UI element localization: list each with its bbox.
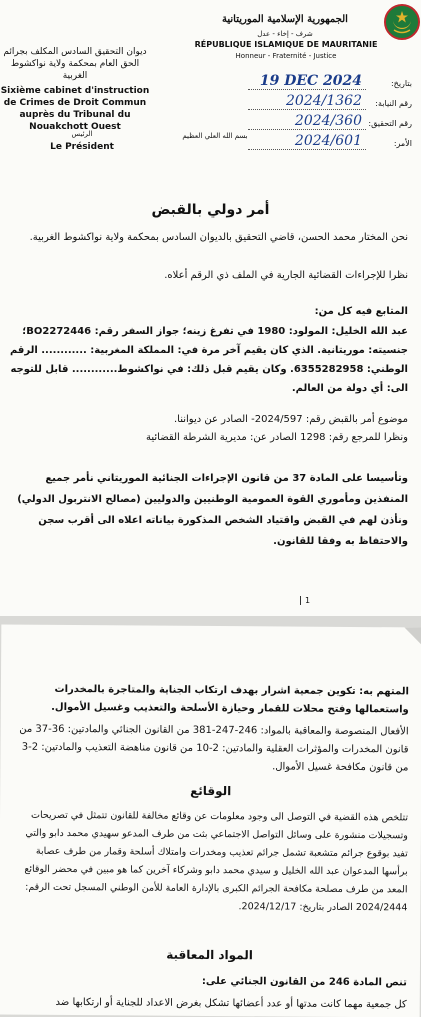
- ref-order-label: الأمر:: [393, 139, 412, 148]
- republic-name-french: RÉPUBLIQUE ISLAMIQUE DE MAURITANIE: [194, 40, 378, 49]
- ref-investigation-label: رقم التحقيق:: [368, 119, 412, 128]
- document-title: أمر دولي بالقبض: [151, 202, 270, 218]
- republic-name-arabic: الجمهورية الإسلامية الموريتانية: [222, 14, 348, 25]
- document-page-2: [0, 625, 421, 1017]
- article-246-intro: تنص المادة 246 من القانون الجنائي على:: [201, 975, 407, 989]
- court-name-french: Sixième cabinet d'instruction de Crimes de Droit Commun auprès du Tribunal du Nouakchott Ouest: [0, 86, 150, 132]
- warrant-order: وتأسيسا على المادة 37 من قانون الإجراءات الجنائية الموريتاني نأمر جميع المنفذين ومأموري القوة العمومية الوطنيين والدوليين (مصالح الانتربول الدولي) ونأذن لهم في القبض واقتياد الشخص المذكورة بياناته اعلاه الى أقرب سجن والاحتفاظ به وفقا للقانون.: [17, 473, 408, 547]
- page-number: 1: [300, 596, 310, 605]
- legal-articles-text: الأفعال المنصوصة والمعاقبة بالمواد: 246-247-381 من القانون الجنائي والمادتين: 36-37 من قانون المخدرات والمؤثرات العقلية والمادتين: 2-10 من قانون مناهضة التعذيب والمادتين: 2-3 من قانون مكافحة غسيل الأموال.: [19, 723, 409, 774]
- ref-date-row: [230, 73, 420, 92]
- accused-heading: المتابع فيه كل من:: [314, 306, 408, 317]
- warrant-reference: ونظرا للمرجع رقم: 1298 الصادر عن: مديرية الشرطة القضائية: [146, 432, 408, 443]
- accused-details: عبد الله الخليل: المولود: 1980 في تفرغ زينه؛ جواز السفر رقم: BO2272446؛ جنسيته: موريتانية. الذي كان يقيم آخر مرة في: المملكة المغربية: ............ الرقم الوطني: 6355282958. وكان يقيم قبل ذلك: في نواكشوط............ قابل للتوجه الى: أي دولة من العالم.: [9, 326, 408, 394]
- warrant-subject: موضوع أمر بالقبض رقم: 2024/597- الصادر عن ديواننا.: [173, 414, 408, 425]
- court-name-arabic: ديوان التحقيق السادس المكلف بجرائم الحق العام بمحكمة ولاية نواكشوط الغربية: [3, 47, 147, 81]
- ref-prosecution-value: 2024/1362: [286, 93, 362, 109]
- court-header: [0, 46, 150, 133]
- penal-articles-heading: المواد المعاقبة: [166, 947, 253, 963]
- basmala: بسم الله العلي العظيم: [182, 132, 248, 140]
- article-246-text: كل جمعية مهما كانت مدتها أو عدد أعضائها تشكل بغرض الاعداد للجناية أو ارتكابها ضد: [55, 996, 407, 1011]
- dotted-line: [248, 129, 366, 130]
- dotted-line: [248, 109, 366, 110]
- accusation-text: المتهم به: تكوين جمعية اشرار بهدف ارتكاب الجناية والمتاجرة بالمخدرات واستعمالها وفتح محلات للقمار وحيازة الأسلحة والتعذيب وغسيل الأموال.: [51, 683, 409, 716]
- facts-heading: الوقائع: [190, 783, 232, 799]
- ref-investigation-value: 2024/360: [294, 113, 362, 129]
- ref-date-value: 19 DEC 2024: [259, 73, 362, 89]
- president-french: Le Président: [50, 142, 114, 152]
- ref-prosecution-row: [230, 93, 420, 112]
- motto-arabic: شرف - إخاء - عدل: [257, 30, 313, 38]
- ref-prosecution-label: رقم النيابة:: [375, 99, 412, 108]
- president-arabic: الرئيس: [71, 130, 93, 138]
- dotted-line: [248, 149, 366, 150]
- folded-corner: [404, 627, 421, 645]
- dotted-line: [248, 89, 366, 90]
- motto-french: Honneur - Fraternité - Justice: [235, 52, 337, 60]
- ref-investigation-row: [230, 113, 420, 132]
- ref-order-row: [230, 133, 420, 152]
- mauritania-emblem-icon: [384, 4, 420, 40]
- ref-date-label: بتاريخ:: [390, 79, 412, 88]
- judge-statement: نحن المختار محمد الحسن، قاضي التحقيق بالديوان السادس بمحكمة ولاية نواكشوط الغربية.: [29, 232, 408, 243]
- ref-order-value: 2024/601: [294, 133, 362, 149]
- president-block: [12, 128, 152, 154]
- facts-text: تتلخص هذه القضية في التوصل الى وجود معلومات عن وقائع مخالفة للقانون تتمثل في تصريحات وتسجيلات منشورة على وسائل التواصل الاجتماعي بثت من طرف المدعو سهيدي محمد دابو والتي تفيد بوقوع جرائم متشعبة تشمل جرائم تعذيب ومخدرات وامتلاك أسلحة وقمار من طرف عصابة برأسها المدعوان عبد الله الخليل و سيدي محمد دابو وشركاء آخرين كما هو مبين في محضر الوقائع المعد من طرف مصلحة مكافحة الجرائم الكبرى بالإدارة العامة للأمن الوطني المسجل تحت الرقم: 2024/2444 الصادر بتاريخ: 2024/12/17.: [24, 809, 409, 914]
- proceedings-statement: نظرا للإجراءات القضائية الجارية في الملف ذي الرقم أعلاه.: [164, 270, 408, 281]
